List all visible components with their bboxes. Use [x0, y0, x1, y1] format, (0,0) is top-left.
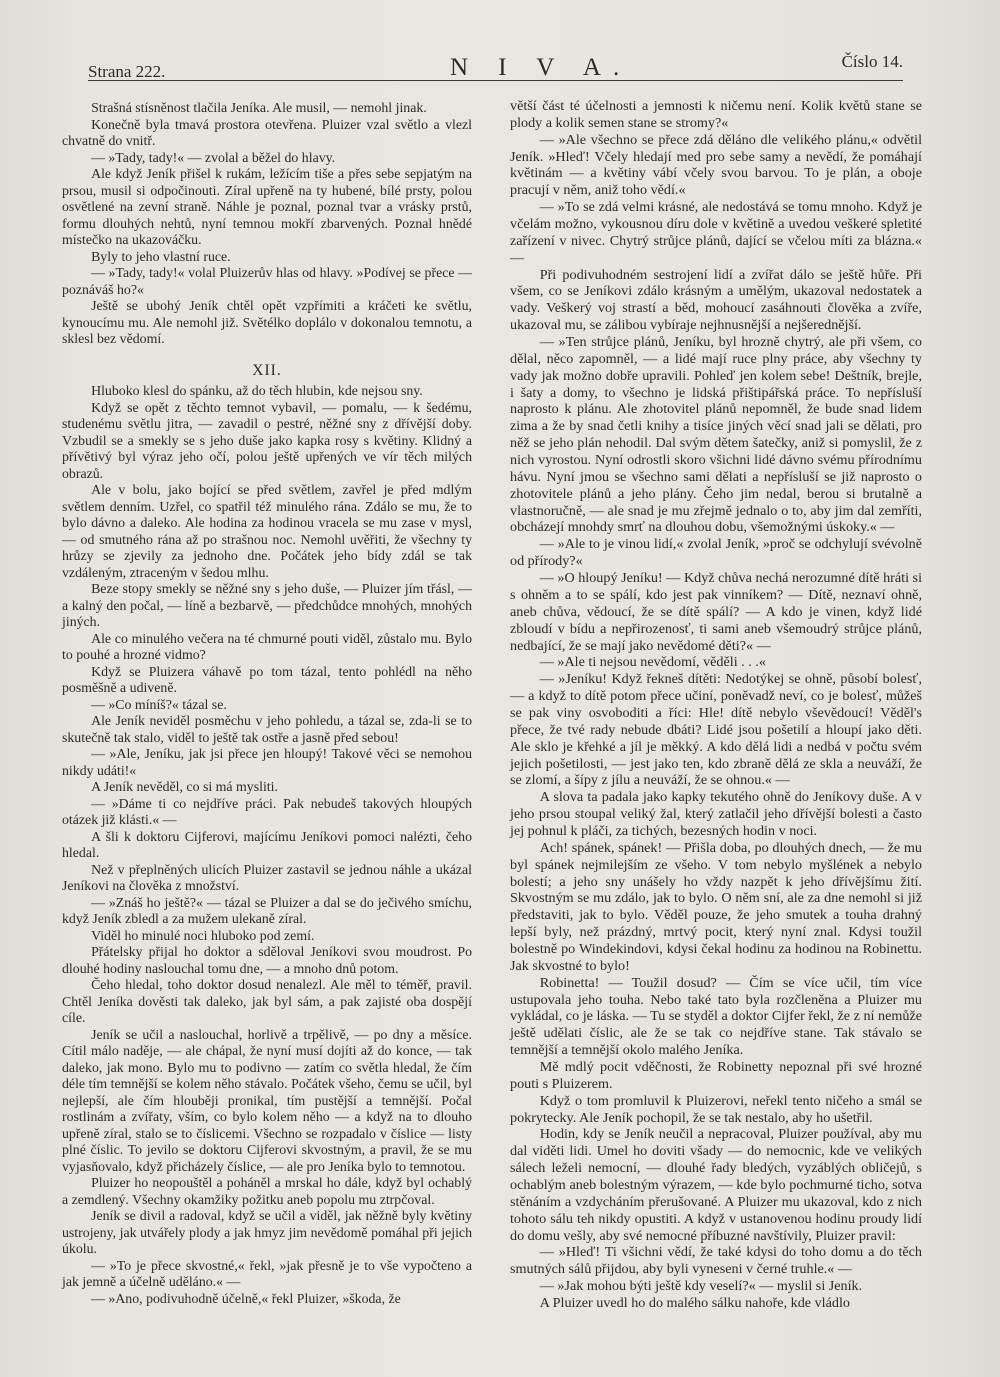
paragraph: — »Znáš ho ještě?« — tázal se Pluizer a dal se do ječivého smíchu, když Jeník zbledl a za mužem ulekaně zíral.: [62, 894, 472, 926]
paragraph: Ale co minulého večera na té chmurné pouti viděl, zůstalo mu. Bylo to pouhé a hrozné vidmo?: [62, 630, 472, 662]
paragraph: Hodin, kdy se Jeník neučil a nepracoval, Pluizer používal, aby mu dal viděti lidi. Umel ho doviti všady — do nemocnic, kde ve velikých sálech leželi nemocní, — dlouhé řady bledých, vyzáblých obličejů, s ochablým aneb bolestným výrazem, — kde bylo pochmurné ticho, sotva stěnáním a vzdycháním přerušované. A Pluizer mu ukazoval, kdo z nich tohoto sálu teh nikdy opustiti. A když v ustanovenou hodinu proudy lidí do domu vešly, aby své nemocné příbuzné navštívily, Pluizer pravil:: [510, 1126, 922, 1244]
paragraph: — »Ano, podivuhodně účelně,« řekl Pluizer, »škoda, že: [91, 1290, 401, 1306]
paragraph: Mě mdlý pocit vděčnosti, že Robinetty nepoznal při své hrozné pouti s Pluizerem.: [510, 1058, 922, 1092]
paragraph: Ale Jeník neviděl posměchu v jeho pohledu, a tázal se, zda-li se to skutečně tak stalo, viděl to ještě tak ostře a jasně před sebou!: [62, 713, 472, 745]
right-text-column: [510, 98, 922, 1312]
magazine-title: N I V A.: [450, 54, 632, 81]
paragraph: Když se Pluizera váhavě po tom tázal, tento pohlédl na něho posměšně a udiveně.: [62, 663, 472, 695]
paragraph: Beze stopy smekly se něžné sny s jeho duše, — Pluizer jím třásl, — a kalný den počal, — líně a bezbarvě, — předchůdce mnohých, mnohých jiných.: [62, 581, 472, 629]
paragraph: — »Ale to je vinou lidí,« zvolal Jeník, »proč se odchylují svévolně od přírody?«: [510, 536, 922, 570]
paragraph: Než v přeplněných ulicích Pluizer zastavil se jednou náhle a ukázal Jeníkovi na člověka z množství.: [62, 861, 472, 893]
paragraph: A Pluizer uvedl ho do malého sálku nahoře, kde vládlo: [539, 1295, 850, 1312]
right-column-paragraphs: [510, 98, 922, 1312]
paragraph: — »Tady, tady!« — zvolal a běžel do hlavy.: [91, 149, 336, 165]
paragraph: Čeho hledal, toho doktor dosud nenalezl. Ale měl to téměř, pravil. Chtěl Jeníka dověsti tak daleko, jak byl sám, a pak zajisté oba dospějí cíle.: [62, 977, 472, 1025]
page-header: [88, 52, 903, 82]
paragraph: — »O hloupý Jeníku! — Když chůva nechá nerozumné dítě hráti si s ohněm a to se spálí, kdo jest pak vinníkem? — Dítě, neznaví ohně, aneb chůva, vědoucí, že se dítě spálí? — A kdo je vinen, když lidé zbloudí v bídu a nepřirozenosť, ti sami aneb všemoudrý strůjce plánů, nedbající, že se mají jako nevědomé děti?« —: [510, 570, 922, 654]
left-column-paragraphs-b: [62, 383, 472, 1307]
paragraph: Konečně byla tmavá prostora otevřena. Pluizer vzal světlo a vlezl chvatně do vnitř.: [62, 116, 472, 148]
paragraph: — »Dáme ti co nejdříve práci. Pak nebudeš takových hloupých otázek již klásti.« —: [62, 795, 472, 827]
issue-number-label: Číslo 14.: [841, 52, 903, 71]
paragraph: Jeník se učil a naslouchal, horlivě a trpělivě, — po dny a měsíce. Cítil málo naděje, — ale chápal, že nyní musí dojíti až do konce, — tak daleko, jak mono. Bylo mu to podivno — zatím co světla hledal, že čím déle tím temnější se kolem něho stávalo. Počátek všeho, čemu se učil, byl nejlepší, ale čím hlouběji pronikal, tím pustější a temnější. Počal rostlinám a zvířaty, vším, co bylo kolem něho — a když na to dlouho upřeně zíral, stalo se to číslicemi. Všechno se rozpadalo v číslice — listy plné číslic. To jevilo se doktoru Cijferovi skvostným, a pravil, že se mu vyjasňovalo, když přicházely číslice, — ale pro Jeníka bylo to temnotou.: [62, 1026, 472, 1174]
paragraph: — »Tady, tady!« volal Pluizerův hlas od hlavy. »Podívej se přece — poznáváš ho?«: [62, 265, 472, 297]
paragraph: A Jeník nevěděl, co si má mysliti.: [91, 779, 278, 794]
left-column-paragraphs-a: [62, 100, 472, 348]
paragraph: Pluizer ho neopouštěl a poháněl a mrskal ho dále, když byl ochablý a zemdlený. Všechny okamžiky požitku aneb popolu mu ztrpčoval.: [62, 1175, 472, 1207]
paragraph: A slova ta padala jako kapky tekutého ohně do Jeníkovy duše. A v jeho prsou stoupal veliký žal, který zatlačil jeho dřívější bolesti a často jej pohnul k pláči, za tichých, bezesných hodin v noci.: [510, 789, 922, 839]
paragraph: — »Co míníš?« tázal se.: [91, 696, 227, 712]
paragraph: — »Ale ti nejsou nevědomí, věděli . . .«: [539, 654, 766, 671]
paragraph: — »To je přece skvostné,« řekl, »jak přesně je to vše vypočteno a jak jemně a účelně uděláno.« —: [62, 1257, 472, 1289]
paragraph: Když se opět z těchto temnot vybavil, — pomalu, — k šedému, studenému světlu jitra, — zavadil o pestré, něžné sny z dřívější doby. Vzbudil se a smekly se s jeho duše jako kapka rosy s květiny. Klidný a přívětivý byl výraz jeho očí, polou ještě upřených ve vír těch milých obrazů.: [62, 399, 472, 481]
paragraph: — »To se zdá velmi krásné, ale nedostává se tomu mnoho. Když je včelám možno, vykousnou díru dole v květině a uvedou veškeré spletité zařízení v nivec. Chytrý strůjce plánů, dající se včelou míti za blázna.« —: [510, 199, 922, 266]
paragraph: — »Ten strůjce plánů, Jeníku, byl hrozně chytrý, ale při všem, co dělal, něco zapomněl, — a lidé mají ruce plny práce, aby všechny ty vady jak možno dobře upravili. Pohleď jen kolem sebe! Deštník, brejle, i šaty a domy, to všechno je lidská přištipářská práce. To nepřísluší naprosto k plánu. Ale zhotovitel plánů nepomněl, že bude snad lidem zima a že by snad četli knihy a tisíce jiných věcí snad jali se dělati, pro něž se jeho plán nehodil. Dal svým dětem šatečky, aniž si pomyslil, že z nich vyrostou. Nyní odrostli skoro všichni lidé dávno svému přírodnímu hávu. Nyní jmou se všechno sami dělati a nepřísluší se již naprosto o zhotovitele plánů a jeho plány. Čeho jim nedal, berou si brutalně a vlastnoručně, — ale snad je mu zřejmě jednalo o to, aby jim dal zemříti, obcházejí mnohdy smrť na dlouhou dobu, všemožnými úskoky.« —: [510, 334, 922, 536]
paragraph: Ještě se ubohý Jeník chtěl opět vzpřímiti a kráčeti ke světlu, kynoucímu mu. Ale nemohl již. Světélko doplálo v dokonalou temnotu, a sklesl bez vědomí.: [62, 298, 472, 346]
paragraph: Přátelsky přijal ho doktor a sděloval Jeníkovi svou moudrost. Po dlouhé hodiny naslouchal tomu dne, — a mnoho dnů potom.: [62, 944, 472, 976]
left-text-column: [62, 100, 472, 1307]
paragraph: větší část té účelnosti a jemnosti k ničemu není. Kolik květů stane se plody a kolik semen stane se stromy?«: [510, 98, 922, 131]
paragraph: — »Ale, Jeníku, jak jsi přece jen hloupý! Takové věci se nemohou nikdy udáti!«: [62, 746, 472, 778]
paragraph: Hluboko klesl do spánku, až do těch hlubin, kde nejsou sny.: [91, 383, 423, 398]
paragraph: — »Ale všechno se přece zdá děláno dle velikého plánu,« odvětil Jeník. »Hleď! Včely hledají med pro sebe samy a nevědí, že pomáhají květinám — a květiny vábí včely svou barvou. To je plán, a oboje pracují v něm, aniž toho vědí.«: [510, 131, 922, 199]
paragraph: — »Jak mohou býti ještě kdy veselí?« — myslil si Jeník.: [539, 1278, 863, 1295]
paragraph: Při podivuhodném sestrojení lidí a zvířat dálo se ještě hůře. Při všem, co se Jeníkovi zdálo krásným a umělým, ukazoval nedostatek a vady. Veškerý voj strastí a běd, mohoucí zasáhnouti člověka a zvíře, ukazoval mu, se zálibou vybíraje nejhnusnější a nejšerednější.: [510, 266, 922, 334]
page-number-label: Strana 222.: [88, 62, 166, 81]
section-heading: XII.: [252, 361, 282, 379]
paragraph: Viděl ho minulé noci hluboko pod zemí.: [91, 927, 315, 943]
header-rule: [88, 80, 903, 81]
paragraph: Strašná stísněnost tlačila Jeníka. Ale musil, — nemohl jinak.: [91, 100, 427, 115]
paragraph: — »Jeníku! Když řekneš dítěti: Nedotýkej se ohně, působí bolesť, — a když to dítě potom přece učiní, poněvadž neví, co je bolesť, můžeš se pak viny osvoboditi a říci: Hle! dítě nebylo vševědoucí! Věděl's přece, že tvé rady nebude dbáti? Lidé jsou pošetilí a hloupí jako děti. Ale sklo je křehké a jíl je měkký. A kdo dělá lidi a nedbá v počtu svém jejich pošetilosti, — jest jako ten, kdo zbraně dělá ze skla a neuváží, že se zlomí, a šípy z jílu a neuváží, že se ohnou.« —: [510, 671, 922, 789]
paragraph: A šli k doktoru Cijferovi, majícímu Jeníkovi pomoci nalézti, čeho hledal.: [62, 828, 472, 860]
paragraph: Když o tom promluvil k Pluizerovi, neřekl tento ničeho a smál se pokrytecky. Ale Jeník pochopil, že se tak nestalo, aby ho ušetřil.: [510, 1092, 922, 1126]
paragraph: Jeník se divil a radoval, když se učil a viděl, jak něžně byly květiny ustrojeny, jak utvářely plody a jak hmyz jim nevědomě pomáhal při jejich úkolu.: [62, 1208, 472, 1256]
paragraph: Ale když Jeník přišel k rukám, ležícím tiše a přes sebe sepjatým na prsou, musil si odpočinouti. Zíral upřeně na ty hubené, bílé prsty, polou osvětlené na zevní straně. Náhle je poznal, poznal tvar a vrásky prstů, formu dlouhých nehtů, nyní temnou mokří zbarvených. Poznal hnědé místečko na ukazováčku.: [62, 166, 472, 247]
paragraph: Byly to jeho vlastní ruce.: [91, 248, 231, 264]
paragraph: — »Hleď! Ti všichni vědí, že také kdysi do toho domu a do těch smutných sálů přijdou, aby byli vyneseni v černé truhle.« —: [510, 1244, 922, 1278]
paragraph: Ale v bolu, jako bojící se před světlem, zavřel je před mdlým světlem denním. Uzřel, co spatřil též minulého rána. Zdálo se mu, že to bylo dávno a daleko. Ale hodina za hodinou vracela se mu zase v mysl, — od smutného rána až po strašnou noc. Nemohl uvěřiti, že všechny ty hrůzy se zjevily za jednoho dne. Počátek jeho bídy zdál se tak vzdáleným, ztraceným v šedou mlhu.: [62, 482, 472, 580]
paragraph: Ach! spánek, spánek! — Přišla doba, po dlouhých dnech, — že mu byl spánek nejmilejším ze všeho. V tom nebylo myšlének a nebylo bolestí; a jeho sny unášely ho vždy nazpět k jeho dřívějšímu žití. Skvostným se mu zdálo, jak to bylo. O něm sní, ale za dne nemohl si již představiti, jak to bylo. Věděl pouze, že jeho smutek a touha drahný lepší byly, než prázdný, mrtvý pocit, který nyní znal. Kdysi toužil bolestně po Windekindovi, kdysi čekal hodinu za hodinou na Robinettu. Jak skvostné to bylo!: [510, 839, 922, 974]
paragraph: Robinetta! — Toužil dosud? — Čím se více učil, tím více ustupovala jeho touha. Nebo také tato byla rozčleněna a Pluizer mu vykládal, co je láska. — Tu se styděl a doktor Cijfer řekl, že z ní nemůže ještě udělati číslic, ale že se tak co nejdříve stane. Tak stávalo se temnější a temnější okolo malého Jeníka.: [510, 974, 922, 1059]
